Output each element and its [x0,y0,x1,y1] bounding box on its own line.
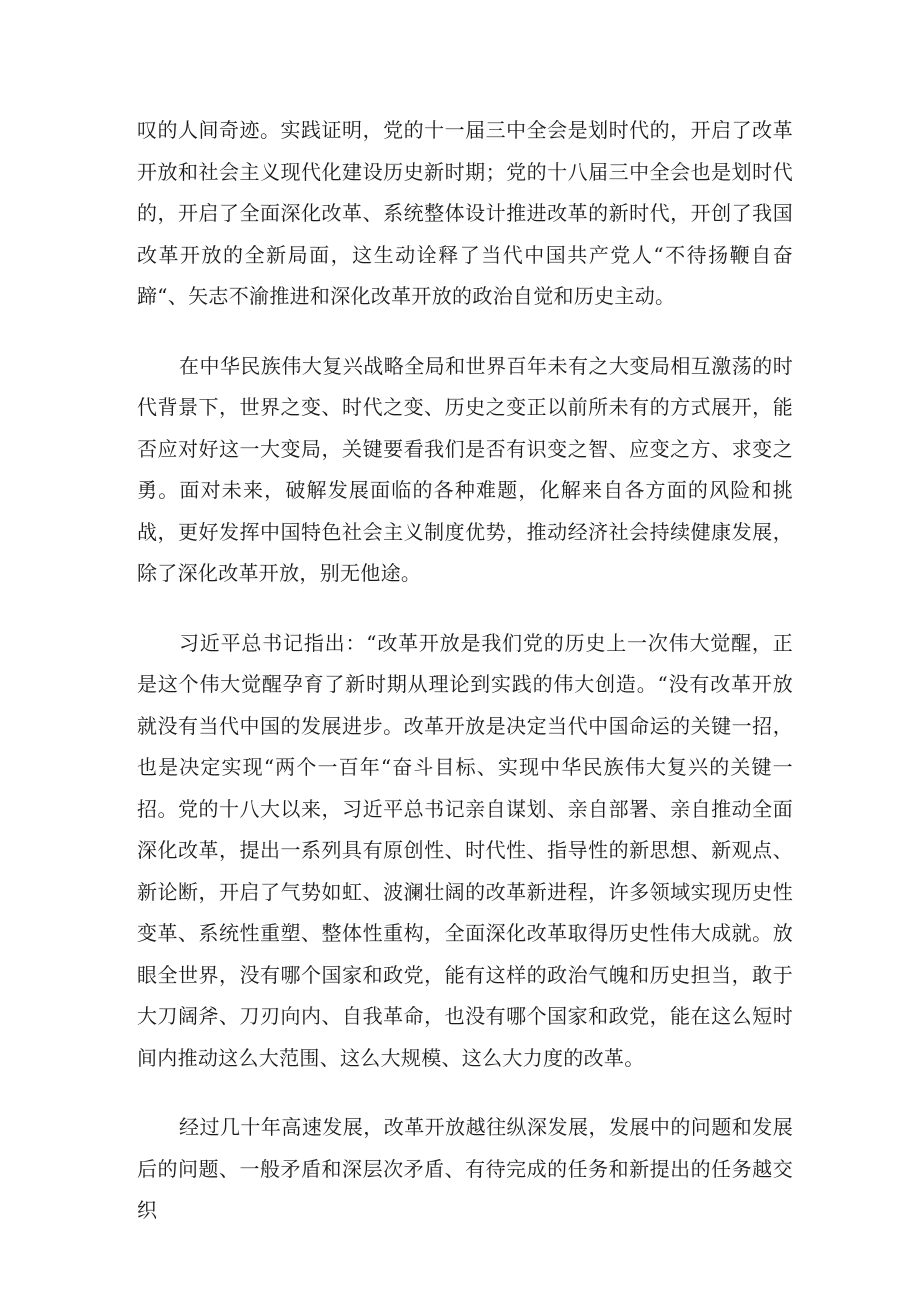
paragraph-4: 经过几十年高速发展，改革开放越往纵深发展，发展中的问题和发展后的问题、一般矛盾和深层次矛盾、有待完成的任务和新提出的任务越交织 [137,1115,793,1222]
paragraph-3: 习近平总书记指出：“改革开放是我们党的历史上一次伟大觉醒，正是这个伟大觉醒孕育了新时期从理论到实践的伟大创造。“没有改革开放就没有当代中国的发展进步。改革开放是决定当代中国命运的关键一招，也是决定实现“两个一百年“奋斗目标、实现中华民族伟大复兴的关键一招。党的十八大以来，习近平总书记亲自谋划、亲自部署、亲自推动全面深化改革，提出一系列具有原创性、时代性、指导性的新思想、新观点、新论断，开启了气势如虹、波澜壮阔的改革新进程，许多领域实现历史性变革、系统性重塑、整体性重构，全面深化改革取得历史性伟大成就。放眼全世界，没有哪个国家和政党，能有这样的政治气魄和历史担当，敢于大刀阔斧、刀刃向内、自我革命，也没有哪个国家和政党，能在这么短时间内推动这么大范围、这么大规模、这么大力度的改革。 [137,630,793,1070]
paragraph-1: 叹的人间奇迹。实践证明，党的十一届三中全会是划时代的，开启了改革开放和社会主义现代化建设历史新时期；党的十八届三中全会也是划时代的，开启了全面深化改革、系统整体设计推进改革的新时代，开创了我国改革开放的全新局面，这生动诠释了当代中国共产党人“不待扬鞭自奋蹄“、矢志不渝推进和深化改革开放的政治自觉和历史主动。 [137,118,793,308]
paragraph-2: 在中华民族伟大复兴战略全局和世界百年未有之大变局相互激荡的时代背景下，世界之变、时代之变、历史之变正以前所未有的方式展开，能否应对好这一大变局，关键要看我们是否有识变之智、应变之方、求变之勇。面对未来，破解发展面临的各种难题，化解来自各方面的风险和挑战，更好发挥中国特色社会主义制度优势，推动经济社会持续健康发展，除了深化改革开放，别无他途。 [137,353,793,585]
document-body [137,110,793,1232]
